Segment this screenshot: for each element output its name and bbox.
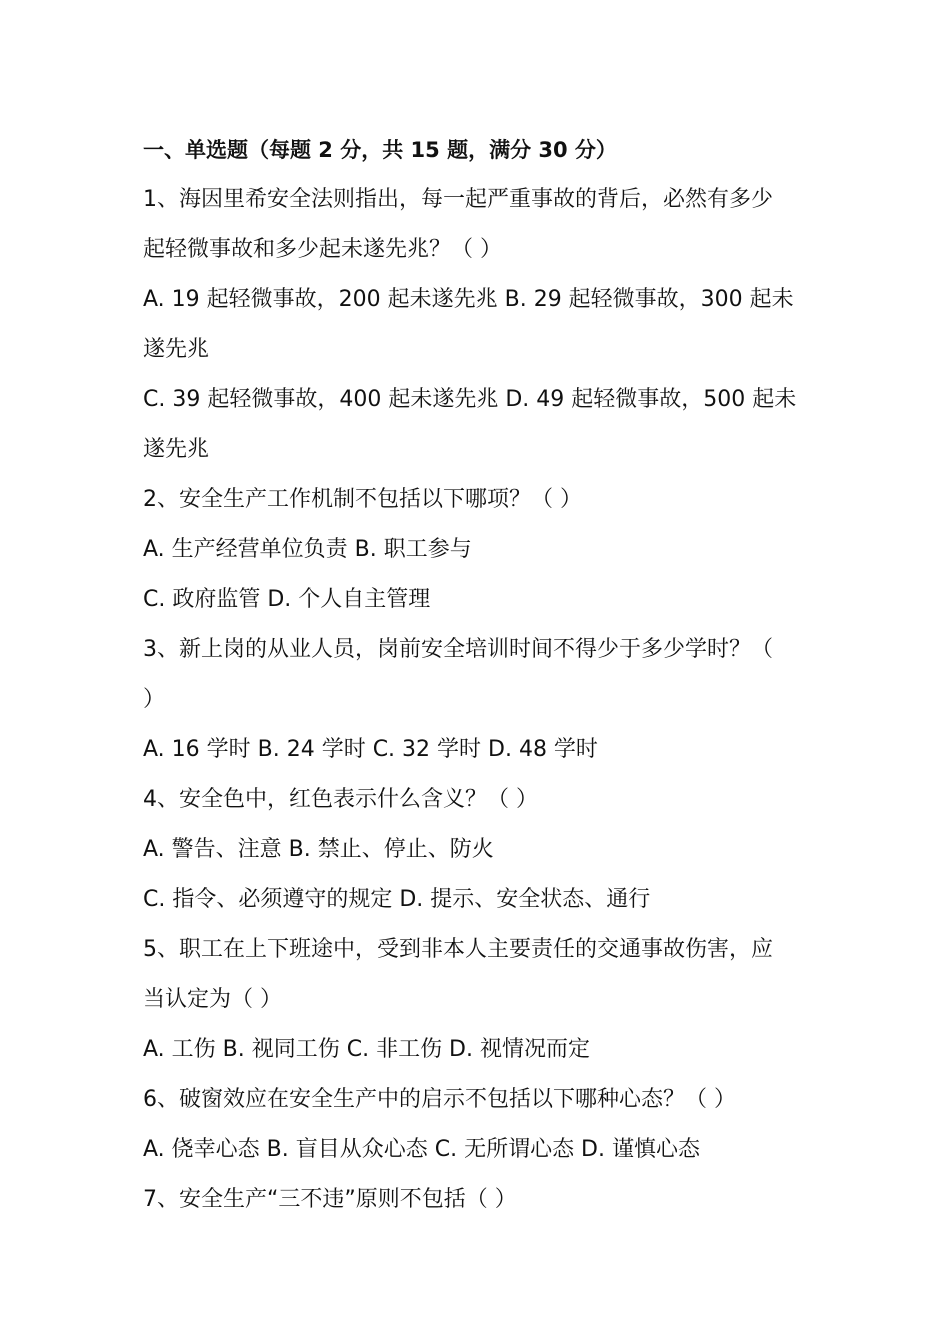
question-1-options-cd-line-2: 遂先兆 <box>143 437 210 462</box>
question-3-options: A. 16 学时 B. 24 学时 C. 32 学时 D. 48 学时 <box>143 737 598 762</box>
section-title: 一、单选题（每题 2 分，共 15 题，满分 30 分） <box>143 138 617 162</box>
question-1-stem-line-1: 1、海因里希安全法则指出，每一起严重事故的背后，必然有多少 <box>143 187 773 212</box>
question-1-options-ab-line-2: 遂先兆 <box>143 337 210 362</box>
question-1-options-cd-line-1: C. 39 起轻微事故，400 起未遂先兆 D. 49 起轻微事故，500 起未 <box>143 387 797 412</box>
document-body <box>143 125 815 1225</box>
question-6-options: A. 侥幸心态 B. 盲目从众心态 C. 无所谓心态 D. 谨慎心态 <box>143 1137 700 1162</box>
question-4-options-cd: C. 指令、必须遵守的规定 D. 提示、安全状态、通行 <box>143 887 651 912</box>
question-7-stem: 7、安全生产“三不违”原则不包括（ ） <box>143 1187 517 1212</box>
question-5-options: A. 工伤 B. 视同工伤 C. 非工伤 D. 视情况而定 <box>143 1037 590 1062</box>
question-1-stem-line-2: 起轻微事故和多少起未遂先兆？（ ） <box>143 237 502 262</box>
question-1-options-ab-line-1: A. 19 起轻微事故，200 起未遂先兆 B. 29 起轻微事故，300 起未 <box>143 287 794 312</box>
question-5-stem-line-2: 当认定为（ ） <box>143 987 282 1012</box>
question-4-stem: 4、安全色中，红色表示什么含义？（ ） <box>143 787 538 812</box>
question-2-options-cd: C. 政府监管 D. 个人自主管理 <box>143 587 431 612</box>
question-3-stem-line-1: 3、新上岗的从业人员，岗前安全培训时间不得少于多少学时？（ <box>143 637 773 662</box>
question-6-stem: 6、破窗效应在安全生产中的启示不包括以下哪种心态？（ ） <box>143 1087 736 1112</box>
question-4-options-ab: A. 警告、注意 B. 禁止、停止、防火 <box>143 837 494 862</box>
question-2-stem: 2、安全生产工作机制不包括以下哪项？（ ） <box>143 487 582 512</box>
question-2-options-ab: A. 生产经营单位负责 B. 职工参与 <box>143 537 472 562</box>
question-5-stem-line-1: 5、职工在上下班途中，受到非本人主要责任的交通事故伤害，应 <box>143 937 773 962</box>
question-3-stem-line-2: ） <box>143 687 166 712</box>
